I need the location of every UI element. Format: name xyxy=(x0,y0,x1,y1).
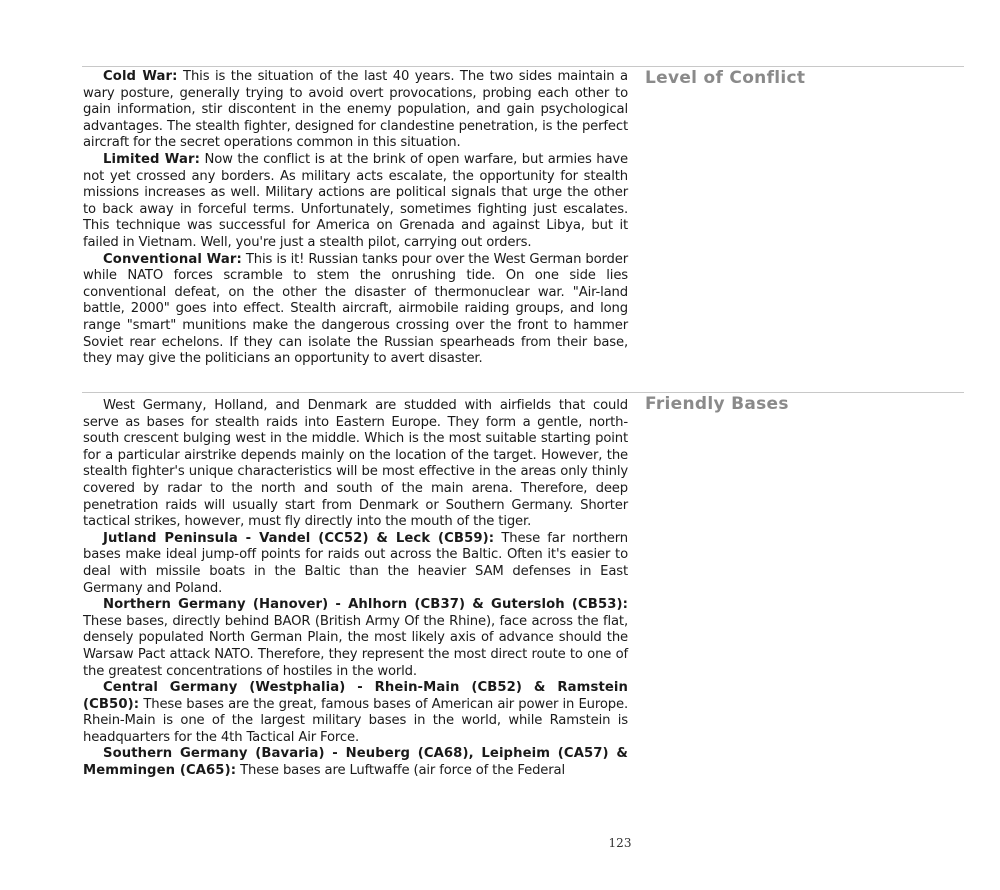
section-divider xyxy=(82,392,964,393)
page-number: 123 xyxy=(608,836,632,850)
paragraph-text: These bases are Luftwaffe (air force of the Federal xyxy=(236,763,565,779)
level-of-conflict-section xyxy=(83,69,628,368)
term-heading: Southern Germany (Bavaria) - Neuberg (CA68), Leipheim (CA57) & Memmingen (CA65): xyxy=(83,746,628,779)
term-heading: Cold War: xyxy=(103,69,178,84)
paragraph-northern-germany xyxy=(83,597,628,680)
paragraph-text: These far northern bases make ideal jump-off points for raids out across the Baltic. Often it's easier to deal with missile boats in the Baltic than the heavier SAM defenses in East Germany and Poland. xyxy=(83,530,629,596)
top-rule xyxy=(82,66,964,67)
sidebar-heading-level-of-conflict: Level of Conflict xyxy=(645,68,806,88)
paragraph-limited-war xyxy=(83,152,628,252)
paragraph-jutland xyxy=(83,531,628,597)
paragraph-conventional-war xyxy=(83,252,628,368)
paragraph-text: These bases, directly behind BAOR (British Army Of the Rhine), face across the flat, densely populated North German Plain, the most likely axis of advance should the Warsaw Pact attack NATO. Therefore, they represent the most direct route to one of the greatest concentrations of hostiles in the world. xyxy=(83,613,628,679)
paragraph-cold-war xyxy=(83,69,628,152)
sidebar-heading-friendly-bases: Friendly Bases xyxy=(645,394,789,414)
paragraph-southern-germany xyxy=(83,746,628,779)
paragraph-text: This is it! Russian tanks pour over the West German border while NATO forces scramble to stem the onrushing tide. On one side lies conventional defeat, on the other the disaster of thermonuclear war. "Air-land battle, 2000" goes into effect. Stealth aircraft, airmobile raiding groups, and long range "smart" munitions make the dangerous crossing over the front to hammer Soviet rear echelons. If they can isolate the Russian spearheads from their base, they may give the politicians an opportunity to avert disaster. xyxy=(83,251,628,367)
paragraph-central-germany xyxy=(83,680,628,746)
paragraph-text: These bases are the great, famous bases of American air power in Europe. Rhein-Main is one of the largest military bases in the world, while Ramstein is headquarters for the 4th Tactical Air Force. xyxy=(83,696,628,745)
term-heading: Northern Germany (Hanover) - Ahlhorn (CB37) & Gutersloh (CB53): xyxy=(103,597,628,613)
paragraph-text: West Germany, Holland, and Denmark are studded with airfields that could serve as bases for stealth raids into Eastern Europe. They form a gentle, north-south crescent bulging west in the middle. Which is the most suitable starting point for a particular airstrike depends mainly on the location of the target. However, the stealth fighter's unique characteristics will be most effective in the areas only thinly covered by radar to the north and south of the main arena. Therefore, deep penetration raids will usually start from Denmark or Southern Germany. Shorter tactical strikes, however, must fly directly into the mouth of the tiger. xyxy=(83,398,628,530)
paragraph-text: This is the situation of the last 40 years. The two sides maintain a wary posture, generally trying to avoid overt provocations, probing each other to gain information, stir discontent in the enemy population, and gain psychological advantages. The stealth fighter, designed for clandestine penetration, is the perfect aircraft for the secret operations common in this situation. xyxy=(83,69,628,151)
friendly-bases-section xyxy=(83,398,628,780)
term-heading: Central Germany (Westphalia) - Rhein-Main (CB52) & Ramstein (CB50): xyxy=(83,680,628,712)
paragraph-intro xyxy=(83,398,628,531)
term-heading: Jutland Peninsula - Vandel (CC52) & Leck (CB59): xyxy=(103,530,495,546)
term-heading: Limited War: xyxy=(103,151,200,167)
paragraph-text: Now the conflict is at the brink of open warfare, but armies have not yet crossed any borders. As military acts escalate, the opportunity for stealth missions increases as well. Military actions are political signals that urge the other to back away in forceful terms. Unfortunately, sometimes fighting just escalates. This technique was successful for America on Grenada and against Libya, but it failed in Vietnam. Well, you're just a stealth pilot, carrying out orders. xyxy=(83,151,629,250)
term-heading: Conventional War: xyxy=(103,251,242,267)
